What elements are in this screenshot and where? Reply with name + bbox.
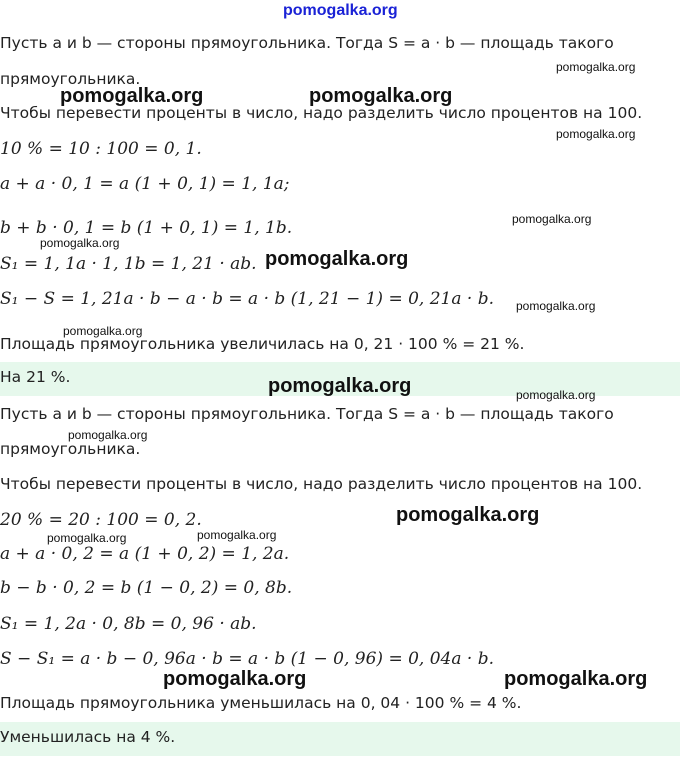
equation-4: S₁ = 1, 2a · 0, 8b = 0, 96 · ab. [0,614,257,634]
watermark: pomogalka.org [47,531,127,545]
equation-5: S₁ − S = 1, 21a · b − a · b = a · b (1, 21 − 1) = 0, 21a · b. [0,289,494,309]
watermark: pomogalka.org [268,375,412,397]
watermark: pomogalka.org [63,324,143,338]
result-line: Площадь прямоугольника увеличилась на 0, 21 · 100 % = 21 %. [0,335,525,353]
answer-text: Уменьшилась на 4 %. [0,728,176,746]
watermark-top: pomogalka.org [283,2,398,19]
watermark: pomogalka.org [512,212,592,226]
watermark: pomogalka.org [197,528,277,542]
answer-text: На 21 %. [0,368,71,386]
equation-5: S − S₁ = a · b − 0, 96a · b = a · b (1 − 0, 96) = 0, 04a · b. [0,649,494,669]
watermark: pomogalka.org [556,127,636,141]
equation-3: b − b · 0, 2 = b (1 − 0, 2) = 0, 8b. [0,578,293,598]
intro-line-1: Пусть a и b — стороны прямоугольника. Тогда S = a · b — площадь такого [0,405,614,423]
equation-4: S₁ = 1, 1a · 1, 1b = 1, 21 · ab. [0,254,257,274]
watermark: pomogalka.org [68,428,148,442]
watermark: pomogalka.org [40,236,120,250]
equation-1: 20 % = 20 : 100 = 0, 2. [0,510,202,530]
watermark: pomogalka.org [60,85,204,107]
intro-line-2: прямоугольника. [0,440,141,458]
watermark: pomogalka.org [516,388,596,402]
watermark: pomogalka.org [163,668,307,690]
watermark: pomogalka.org [504,668,648,690]
result-line: Площадь прямоугольника уменьшилась на 0, 04 · 100 % = 4 %. [0,694,522,712]
percent-note: Чтобы перевести проценты в число, надо разделить число процентов на 100. [0,104,643,122]
intro-line-2: прямоугольника. [0,70,141,88]
equation-2: a + a · 0, 2 = a (1 + 0, 2) = 1, 2a. [0,544,290,564]
intro-line-1: Пусть a и b — стороны прямоугольника. Тогда S = a · b — площадь такого [0,34,614,52]
equation-3: b + b · 0, 1 = b (1 + 0, 1) = 1, 1b. [0,218,293,238]
watermark: pomogalka.org [265,248,409,270]
watermark: pomogalka.org [396,504,540,526]
percent-note: Чтобы перевести проценты в число, надо разделить число процентов на 100. [0,475,643,493]
equation-2: a + a · 0, 1 = a (1 + 0, 1) = 1, 1a; [0,174,290,194]
answer-box [0,722,680,756]
watermark: pomogalka.org [309,85,453,107]
equation-1: 10 % = 10 : 100 = 0, 1. [0,139,202,159]
watermark: pomogalka.org [516,299,596,313]
watermark: pomogalka.org [556,60,636,74]
